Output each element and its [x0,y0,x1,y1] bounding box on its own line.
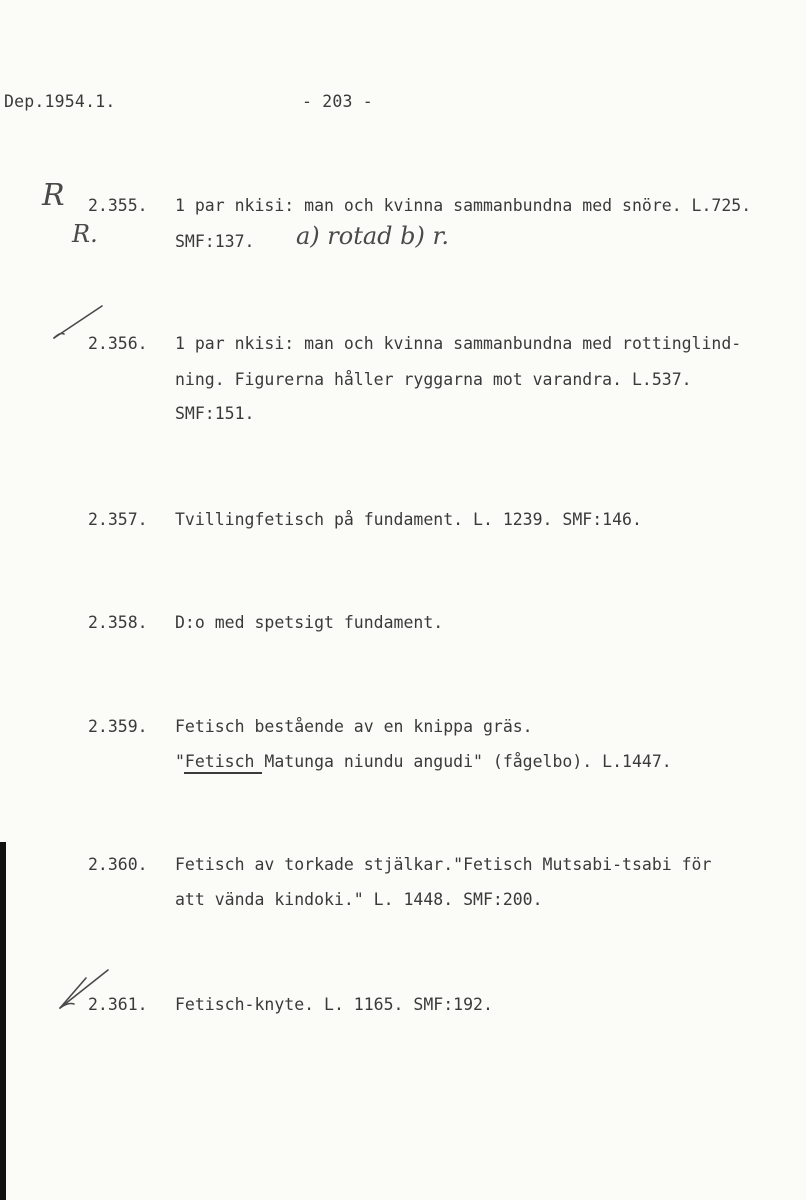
entry-text-line: att vända kindoki." L. 1448. SMF:200. [175,890,543,909]
entry-number: 2.358. [88,613,148,632]
entry-text-line: Fetisch bestående av en knippa gräs. [175,717,533,736]
underline-rule [184,772,262,774]
handwritten-r-mark-secondary: R. [72,220,98,248]
entry-text-line: SMF:137. [175,232,255,251]
entry-number: 2.361. [88,995,148,1014]
document-reference: Dep.1954.1. [4,92,116,111]
entry-number: 2.356. [88,334,148,353]
entry-number: 2.357. [88,510,148,529]
entry-text-line: SMF:151. [175,404,255,423]
entry-text-line: Tvillingfetisch på fundament. L. 1239. SMF:146. [175,510,642,529]
entry-text-line: ning. Figurerna håller ryggarna mot varandra. L.537. [175,370,692,389]
entry-text-line: 1 par nkisi: man och kvinna sammanbundna med snöre. L.725. [175,196,752,215]
entry-number: 2.359. [88,717,148,736]
scan-edge-bar [0,842,6,1200]
entry-number: 2.355. [88,196,148,215]
entry-text-line: "Fetisch Matunga niundu angudi" (fågelbo). L.1447. [175,752,672,771]
handwritten-note: a) rotad b) r. [296,222,449,250]
entry-text-line: Fetisch av torkade stjälkar."Fetisch Mutsabi-tsabi för [175,855,712,874]
page-number: - 203 - [302,92,373,111]
entry-text-line: 1 par nkisi: man och kvinna sammanbundna med rottinglind- [175,334,742,353]
entry-number: 2.360. [88,855,148,874]
entry-text-line: Fetisch-knyte. L. 1165. SMF:192. [175,995,493,1014]
handwritten-r-mark: R [42,178,65,213]
entry-text-line: D:o med spetsigt fundament. [175,613,444,632]
